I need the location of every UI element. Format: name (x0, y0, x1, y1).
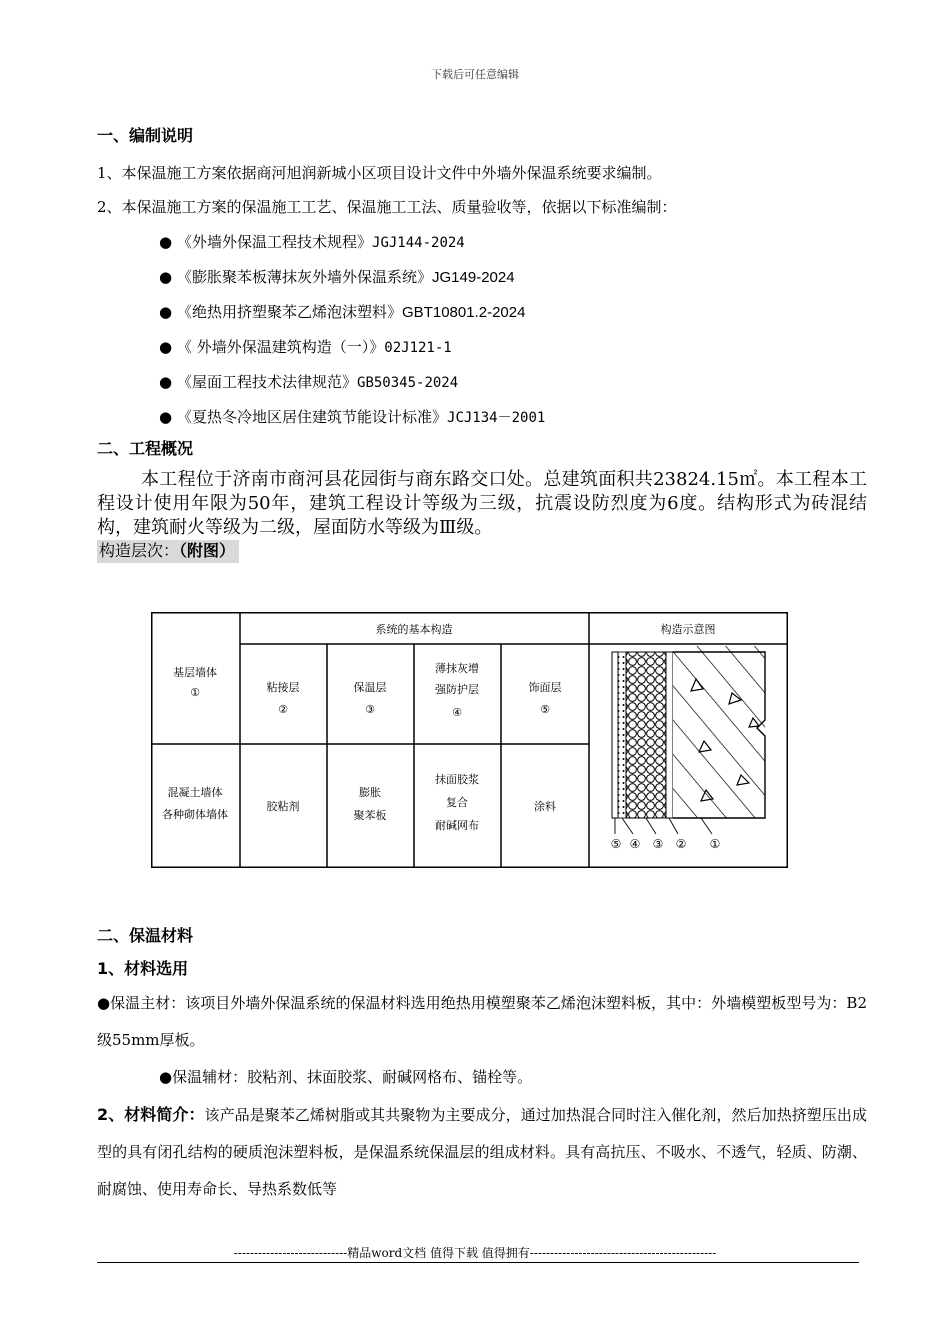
paragraph-basis: 1、本保温施工方案依据商河旭润新城小区项目设计文件中外墙外保温系统要求编制。 (97, 164, 662, 182)
col-bonding-number: ② (278, 703, 288, 716)
schematic-label-5: ⑤ (610, 837, 622, 851)
document-body (97, 124, 867, 1198)
material-mortar-2: 复合 (446, 796, 468, 809)
col-plaster-number: ④ (452, 706, 462, 719)
col-bonding-label: 粘接层 (266, 681, 300, 694)
list-item: ● 《外墙外保温工程技术规程》JGJ144-2024 (159, 233, 465, 251)
standards-list (97, 225, 867, 435)
footer-text: ----------------------------精品word文档 值得下载 值得拥有---------------------------------------------- (233, 1246, 717, 1260)
list-item: ● 《 外墙外保温建筑构造（一）》02J121-1 (159, 338, 452, 356)
paragraph-overview: 本工程位于济南市商河县花园街与商东路交口处。总建筑面积共23824.15㎡。本工程本工程设计使用年限为50年，建筑工程设计等级为三级，抗震设防烈度为6度。结构形式为砖混结构，建筑耐火等级为二级，屋面防水等级为Ⅲ级。 (97, 469, 867, 538)
col-plaster-label-2: 强防护层 (435, 683, 479, 696)
material-mortar-1: 抹面胶浆 (435, 773, 479, 786)
schematic-label-1: ① (709, 837, 721, 851)
schematic-label-4: ④ (629, 837, 641, 851)
schematic-label-3: ③ (652, 837, 664, 851)
header-schematic: 构造示意图 (660, 623, 716, 636)
paragraph-main-material: ●保温主材：该项目外墙外保温系统的保温材料选用绝热用模塑聚苯乙烯泡沫塑料板，其中：外墙模塑板型号为：B2级55mm厚板。 (97, 994, 867, 1049)
paragraph-material-intro: 2、材料简介：该产品是聚苯乙烯树脂或其共聚物为主要成分，通过加热混合同时注入催化剂，然后加热挤塑压出成型的具有闭孔结构的硬质泡沫塑料板，是保温系统保温层的组成材料。具有高抗压、不吸水、不透气，轻质、防潮、耐腐蚀、使用寿命长、导热系数低等 (97, 1105, 867, 1198)
material-eps-1: 膨胀 (359, 786, 381, 799)
schematic-drawing (611, 632, 781, 851)
footer-rule (97, 1262, 859, 1263)
header-system: 系统的基本构造 (375, 623, 453, 636)
material-adhesive: 胶粘剂 (266, 800, 300, 813)
construction-diagram (151, 612, 788, 868)
section-title-compilation: 一、编制说明 (97, 126, 194, 145)
list-item: ● 《屋面工程技术法律规范》GB50345-2024 (159, 373, 459, 391)
col-insulation-number: ③ (365, 703, 375, 716)
col-finish-label: 饰面层 (528, 681, 562, 694)
paragraph-aux-material: ●保温辅材：胶粘剂、抹面胶浆、耐碱网格布、锚栓等。 (159, 1068, 533, 1086)
base-material-1: 混凝土墙体 (167, 786, 223, 799)
list-item: ● 《膨胀聚苯板薄抹灰外墙外保温系统》JG149-2024 (159, 268, 515, 286)
schematic-label-2: ② (675, 837, 687, 851)
material-mortar-3: 耐碱网布 (435, 819, 479, 832)
header-note: 下载后可任意编辑 (431, 68, 519, 81)
base-material-2: 各种砌体墙体 (162, 808, 228, 821)
base-wall-number: ① (190, 686, 200, 699)
base-wall-label: 基层墙体 (173, 666, 217, 679)
materials-section (97, 924, 867, 1208)
list-item: ● 《绝热用挤塑聚苯乙烯泡沫塑料》GBT10801.2-2024 (159, 303, 526, 321)
material-coating: 涂料 (534, 800, 556, 813)
material-eps-2: 聚苯板 (353, 809, 387, 822)
col-insulation-label: 保温层 (353, 681, 387, 694)
list-item: ● 《夏热冬冷地区居住建筑节能设计标准》JCJ134－2001 (159, 408, 546, 426)
layers-label: 构造层次：（附图） (97, 540, 239, 563)
section-title-materials: 二、保温材料 (97, 926, 194, 945)
subsection-material-selection: 1、材料选用 (97, 959, 189, 978)
paragraph-standards-intro: 2、本保温施工方案的保温施工工艺、保温施工工法、质量验收等，依据以下标准编制： (97, 198, 677, 216)
col-plaster-label-1: 薄抹灰增 (435, 662, 479, 675)
col-finish-number: ⑤ (540, 703, 550, 716)
section-title-overview: 二、工程概况 (97, 439, 194, 458)
